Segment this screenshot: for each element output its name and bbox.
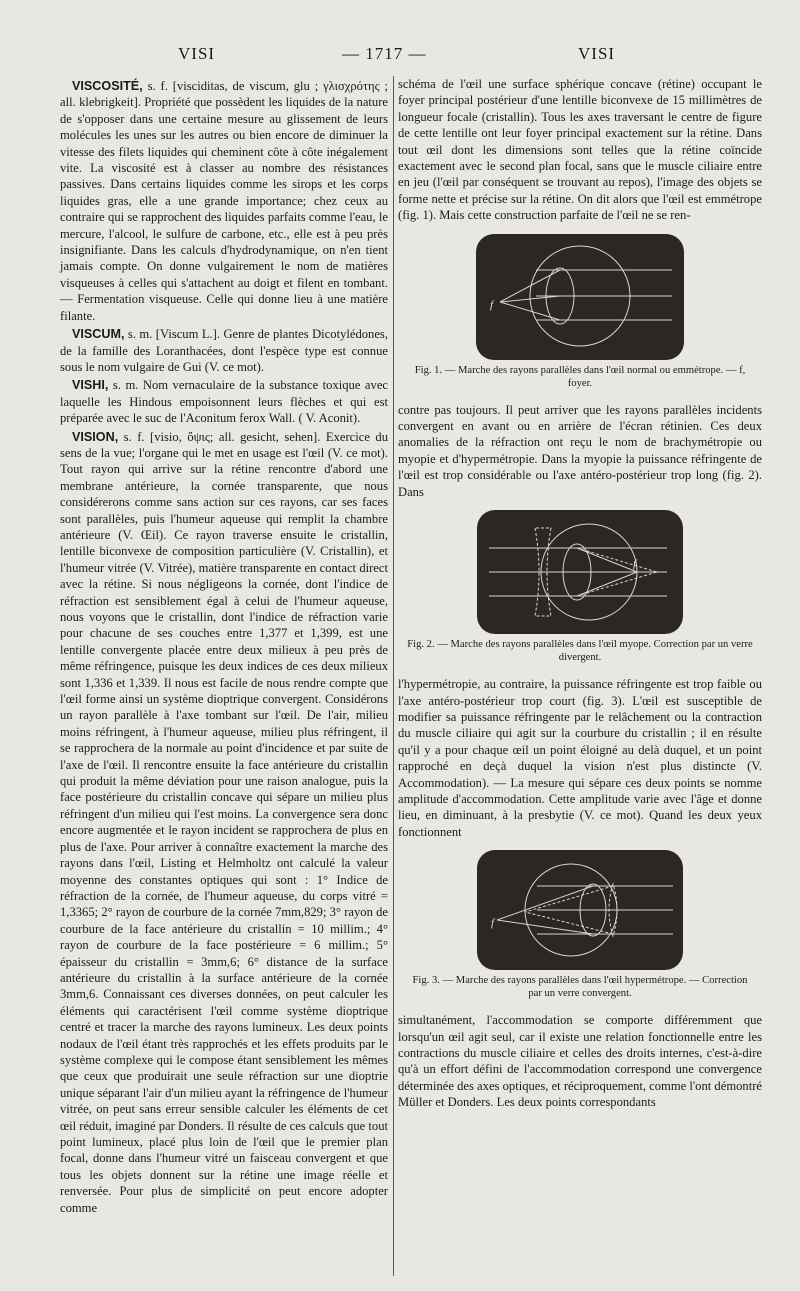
entry-vision — [60, 429, 388, 1217]
entry-text: s. f. [visio, ὄψις; all. gesicht, sehen]. Exercice du sens de la vue; l'organe qui le met en usage est l'œil (V. ce mot). Tout rayon qui arrive sur la rétine rencontre d'abord une membrane antérieure, la cornée transparente, que nous considérerons comme sans action sur ces rayons, car ses faces sont parallèles, puis l'humeur aqueuse qui remplit la chambre antérieure (V. Œil). Ce rayon traverse ensuite le cristallin, lentille biconvexe de composition particulière (V. Cristallin), et l'humeur vitrée (V. Vitrée), matière transparente en contact direct avec la rétine. Si nous négligeons la cornée, dont l'indice de réfraction est sensiblement égal à celui de l'humeur aqueuse, nous voyons que le cristallin, dont l'indice de réfraction varie pour chacune de ses couches entre 1,377 et 1,399, est une lentille convergente placée entre deux milieux à peu près de même réfringence, puisque les deux indices de ces deux milieux sont 1,336 et 1,339. Il nous est facile de nous rendre compte que l'œil forme ainsi un système dioptrique convergent. Considérons un rayon parallèle à l'axe tombant sur l'œil. De l'air, milieu moins réfringent, à l'humeur aqueuse, milieu plus réfringent, il se rapprochera de la normale au point d'incidence et par suite de l'axe de l'œil. Il rencontre ensuite la face antérieure du cristallin qui produit la même déviation pour une raison analogue, puis la face postérieure du cristallin concave qui sépare un milieu plus réfringent d'un milieu qui l'est moins. La convergence sera donc encore augmentée et le rayon incident se rapprochera de plus en plus de l'axe. Pour arriver à connaître exactement la marche des rayons dans l'œil, Listing et Helmholtz ont calculé la valeur moyenne des constantes optiques qui sont : 1° Indice de réfraction de la cornée, de l'humeur aqueuse, du corps vitré = 1,3365; 2° rayon de courbure de la cornée 7mm,829; 3° rayon de courbure de la face antérieure du cristallin = 10 millim.; 4° rayon de courbure de la face postérieure = 6 millim.; 5° épaisseur du cristallin = 3mm,6; 6° distance de la surface antérieure du cristallin à la surface antérieure de la cornée 3mm,6. Connaissant ces diverses données, on peut calculer les éléments qui caractérisent l'œil comme système dioptrique centré et tracer la marche des rayons lumineux. Les deux points nodaux de l'œil étant très rapprochés et les effets produits par le système complexe qui le compose étant sensiblement les mêmes que ceux que produirait une seule réfraction sur une dioptrie unique séparant l'air d'un milieu ayant la réfringence de l'humeur vitrée, on peut sans erreur sensible calculer les éléments de cet œil réduit, imaginé par Donders. Il résulte de ces calculs que tout point lumineux, placé plus loin de l'œil que le premier plan focal, donne dans l'humeur vitré un faisceau convergent et que tous les objets donnent sur la rétine une image réelle et renversée. Pour plus de simplicité on peut encore adopter comme — [60, 429, 388, 1215]
headword: VISHI, — [72, 378, 109, 393]
headword: VISCUM, — [72, 327, 125, 342]
focus-label: f — [633, 558, 637, 571]
column-divider — [393, 76, 394, 1276]
entry-text: s. f. [visciditas, de viscum, glu ; γλισχρότης ; all. klebrigkeit]. Propriété que possèdent les liquides de la nature de s'opposer dans une certaine mesure au glissement de leurs molécules les unes sur les autres ou bien encore de diminuer la vitesse des filets liquides qui cheminent côte à côte inégalement vite. La viscosité est à classer au nombre des résistances passives. Dans certains liquides comme les sirops et les corps liquides gras, elle a une grande importance; chez ceux au contraire qui se rapprochent des liquides parfaits comme l'eau, le mercure, l'alcool, le sulfure de carbone, etc., elle est à peu près insignifiante. Dans les calculs d'hydrodynamique, on n'en tient jamais compte. On donne vulgairement le nom de matières visqueuses à celles qui s'attachent au doigt et filent en tombant. — Fermentation visqueuse. Celle qui donne lieu à une matière filante. — [60, 79, 388, 323]
entry-viscosite — [60, 78, 388, 324]
entry-vishi — [60, 377, 388, 426]
focus-label: f — [491, 917, 495, 930]
page-number: — 1717 — — [342, 44, 427, 63]
figure-1-caption: Fig. 1. — Marche des rayons parallèles dans l'œil normal ou emmétrope. — f, foyer. — [414, 364, 746, 389]
entry-text: s. m. Nom vernaculaire de la substance toxique avec laquelle les Hindous empoisonnent leurs flèches et qui est préparée avec le suc de l'Aconitum ferox Wall. ( V. Aconit). — [60, 378, 388, 426]
left-column — [60, 76, 388, 1216]
running-head-left: VISI — [178, 44, 216, 63]
entry-text: s. m. [Viscum L.]. Genre de plantes Dicotylédones, de la famille des Loranthacées, dont l'espèce type est connue sous le nom vulgaire de Gui (V. ce mot). — [60, 327, 388, 374]
figure-3-caption: Fig. 3. — Marche des rayons parallèles dans l'œil hypermétrope. — Correction par un verre convergent. — [412, 975, 748, 1000]
paragraph: l'hypermétropie, au contraire, la puissance réfringente est trop faible ou l'axe antéro-postérieur trop court (fig. 3). L'œil est susceptible de modifier sa puissance réfringente par le relâchement ou la contraction du muscle ciliaire qui agit sur la courbure du cristallin ; il en résulte qu'il y a pour chaque œil un point éloigné au delà duquel, et un point rapproché en deçà duquel la vision n'est plus distincte (V. Accommodation). — La mesure qui sépare ces deux points se nomme amplitude d'accommodation. Cette amplitude varie avec l'âge et donne lieu, en diminuant, à la presbytie (V. ce mot). Quand les deux yeux fonctionnent — [398, 677, 762, 839]
figure-3-hypermetropic-eye — [477, 850, 683, 970]
page-header — [60, 44, 780, 70]
figure-1-emmetropic-eye — [476, 234, 684, 360]
figure-2-myopic-eye — [477, 510, 683, 634]
entry-viscum — [60, 326, 388, 375]
paragraph: contre pas toujours. Il peut arriver que les rayons parallèles incidents convergent en avant ou en arrière de l'écran rétinien. Ces deux anomalies de la réfraction ont reçu le nom de brachymétropie ou myopie et d'hypermétropie. Dans la myopie la puissance réfringente de l'œil est trop considérable ou l'axe antéro-postérieur trop long (fig. 2). Dans — [398, 402, 762, 499]
right-column — [398, 76, 762, 1111]
figure-2-caption: Fig. 2. — Marche des rayons parallèles dans l'œil myope. Correction par un verre divergent. — [407, 639, 753, 664]
paragraph: schéma de l'œil une surface sphérique concave (rétine) occupant le foyer principal postérieur d'une lentille biconvexe de 15 millimètres de longueur focale (cristallin). Tous les axes traversant le centre de figure de cette lentille ont leur foyer principal exactement sur la rétine. Dans tout œil dont les dimensions sont telles que la rétine coïncide exactement avec le second plan focal, sans que le muscle ciliaire entre en jeu (l'œil par conséquent se trouvant au repos), l'image des objets se forme nette et précise sur la rétine. On dit alors que l'œil est emmétrope (fig. 1). Mais cette construction parfaite de l'œil ne se ren- — [398, 77, 762, 223]
paragraph: simultanément, l'accommodation se comporte différemment que lorsqu'un œil agit seul, car il existe une relation fonctionnelle entre les contractions du muscle ciliaire et celles des droits internes, c'est-à-dire qu'à un effort défini de l'accommodation correspond une convergence déterminée des axes optiques, et réciproquement, comme l'ont démontré Müller et Donders. Les deux points correspondants — [398, 1013, 762, 1110]
running-head-right: VISI — [578, 44, 616, 63]
focus-label: f — [490, 298, 494, 311]
headword: VISION, — [72, 429, 119, 444]
headword: VISCOSITÉ, — [72, 79, 143, 93]
